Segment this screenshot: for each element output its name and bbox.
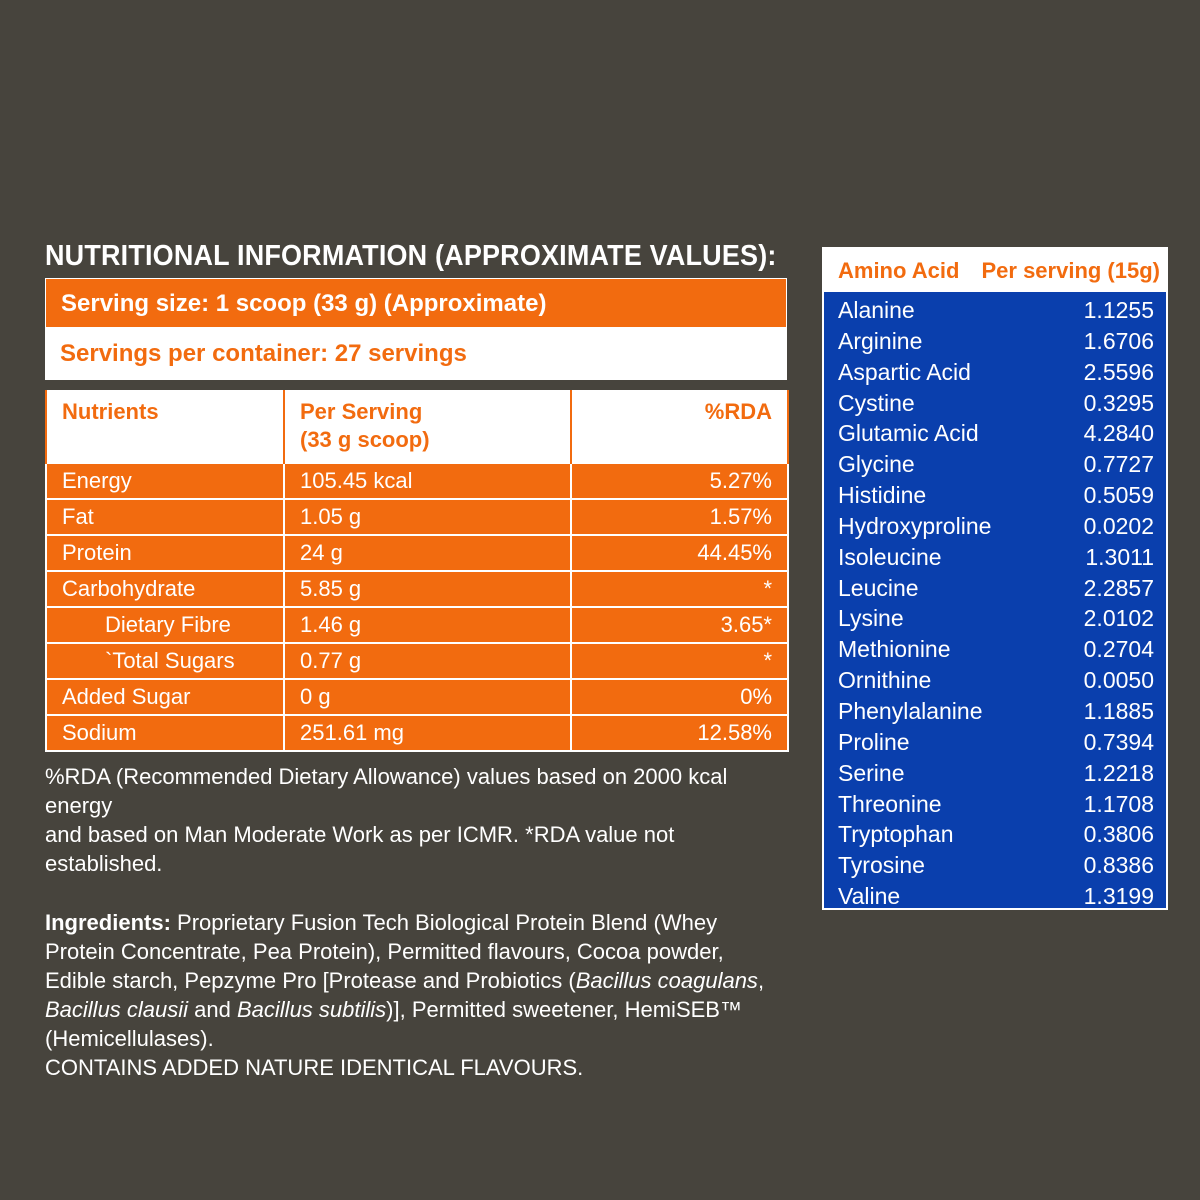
ingredients-text: and bbox=[188, 997, 237, 1022]
rda-note-line1: %RDA (Recommended Dietary Allowance) values based on 2000 kcal energy bbox=[45, 764, 728, 818]
table-row bbox=[46, 679, 788, 715]
amino-name: Tryptophan bbox=[838, 821, 954, 848]
amino-name: Cystine bbox=[838, 389, 915, 416]
header-rda: %RDA bbox=[571, 390, 788, 463]
amino-row bbox=[838, 665, 1154, 696]
amino-row bbox=[838, 850, 1154, 881]
amino-value: 0.7727 bbox=[1083, 451, 1154, 478]
amino-row bbox=[838, 295, 1154, 326]
nutrient-rda: 0% bbox=[571, 679, 788, 715]
nutrition-table-header bbox=[46, 390, 788, 463]
table-row bbox=[46, 643, 788, 679]
amino-row bbox=[838, 480, 1154, 511]
amino-row bbox=[838, 727, 1154, 758]
nutrient-rda: 12.58% bbox=[571, 715, 788, 751]
table-row bbox=[46, 535, 788, 571]
nutrient-value: 251.61 mg bbox=[284, 715, 571, 751]
amino-value: 0.7394 bbox=[1083, 728, 1154, 755]
nutrient-name: Carbohydrate bbox=[46, 571, 284, 607]
amino-row bbox=[838, 789, 1154, 820]
amino-row bbox=[838, 819, 1154, 850]
nutrient-rda: 1.57% bbox=[571, 499, 788, 535]
amino-row bbox=[838, 696, 1154, 727]
amino-value: 0.2704 bbox=[1083, 636, 1154, 663]
amino-row bbox=[838, 326, 1154, 357]
amino-name: Arginine bbox=[838, 327, 923, 354]
amino-value: 0.5059 bbox=[1083, 482, 1154, 509]
amino-row bbox=[838, 603, 1154, 634]
nutrient-value: 0.77 g bbox=[284, 643, 571, 679]
ingredients-flavours-note: CONTAINS ADDED NATURE IDENTICAL FLAVOURS. bbox=[45, 1055, 584, 1080]
amino-acid-panel bbox=[822, 247, 1168, 910]
nutrient-name: Fat bbox=[46, 499, 284, 535]
amino-name: Glutamic Acid bbox=[838, 420, 979, 447]
table-row bbox=[46, 499, 788, 535]
amino-name: Proline bbox=[838, 728, 910, 755]
amino-header-value: Per serving (15g) bbox=[981, 257, 1160, 283]
amino-row bbox=[838, 634, 1154, 665]
serving-size: Serving size: 1 scoop (33 g) (Approximate) bbox=[45, 278, 787, 328]
amino-row bbox=[838, 542, 1154, 573]
amino-name: Aspartic Acid bbox=[838, 358, 971, 385]
header-per-serving bbox=[284, 390, 571, 463]
amino-table-header bbox=[824, 249, 1166, 292]
amino-row bbox=[838, 449, 1154, 480]
amino-header-name: Amino Acid bbox=[838, 257, 960, 283]
rda-note bbox=[45, 762, 787, 878]
table-row bbox=[46, 571, 788, 607]
nutrient-rda: 3.65* bbox=[571, 607, 788, 643]
amino-value: 1.3011 bbox=[1085, 543, 1154, 570]
amino-value: 0.8386 bbox=[1083, 852, 1154, 879]
nutrition-panel bbox=[45, 238, 787, 1082]
nutrition-table bbox=[45, 390, 789, 752]
amino-name: Glycine bbox=[838, 451, 915, 478]
nutrient-name: Protein bbox=[46, 535, 284, 571]
amino-name: Valine bbox=[838, 883, 901, 910]
ingredients bbox=[45, 908, 787, 1082]
table-row bbox=[46, 607, 788, 643]
ingredients-italic: Bacillus clausii bbox=[45, 997, 189, 1022]
nutrient-value: 24 g bbox=[284, 535, 571, 571]
amino-name: Lysine bbox=[838, 605, 904, 632]
amino-row bbox=[838, 511, 1154, 542]
amino-name: Tyrosine bbox=[838, 852, 925, 879]
amino-name: Methionine bbox=[838, 636, 951, 663]
amino-row bbox=[838, 881, 1154, 912]
amino-value: 1.1885 bbox=[1083, 697, 1154, 724]
amino-name: Phenylalanine bbox=[838, 697, 983, 724]
amino-value: 1.1708 bbox=[1083, 790, 1154, 817]
nutrient-value: 1.05 g bbox=[284, 499, 571, 535]
amino-name: Ornithine bbox=[838, 667, 932, 694]
table-row bbox=[46, 463, 788, 499]
table-row bbox=[46, 715, 788, 751]
servings-per-container: Servings per container: 27 servings bbox=[45, 328, 787, 380]
amino-value: 2.2857 bbox=[1083, 574, 1154, 601]
nutrient-rda: 5.27% bbox=[571, 463, 788, 499]
amino-value: 0.0050 bbox=[1083, 667, 1154, 694]
rda-note-line2: and based on Man Moderate Work as per ICMR. *RDA value not established. bbox=[45, 822, 675, 876]
header-per-serving-line1: Per Serving bbox=[300, 399, 423, 424]
ingredients-text: , bbox=[757, 968, 765, 993]
amino-value: 1.1255 bbox=[1083, 297, 1154, 323]
nutrient-value: 1.46 g bbox=[284, 607, 571, 643]
header-nutrients: Nutrients bbox=[46, 390, 284, 463]
amino-row bbox=[838, 388, 1154, 419]
nutrient-rda: * bbox=[571, 643, 788, 679]
nutrient-name: `Total Sugars bbox=[46, 643, 284, 679]
ingredients-text: Proprietary Fusion Tech Biological Protein Blend (Whey Protein Concentrate, Pea Protein), Permitted flavours, Cocoa powder, Edible starch, Pepzyme Pro [Protease and Probiotics ( bbox=[45, 910, 724, 993]
nutrient-name: Sodium bbox=[46, 715, 284, 751]
amino-value: 2.5596 bbox=[1083, 358, 1154, 385]
amino-name: Isoleucine bbox=[838, 543, 942, 570]
nutrient-rda: * bbox=[571, 571, 788, 607]
amino-value: 0.3806 bbox=[1083, 821, 1154, 848]
amino-row bbox=[838, 758, 1154, 789]
ingredients-italic: Bacillus coagulans bbox=[575, 968, 758, 993]
amino-name: Alanine bbox=[838, 297, 915, 323]
nutrient-name: Added Sugar bbox=[46, 679, 284, 715]
nutrient-name: Energy bbox=[46, 463, 284, 499]
amino-value: 1.3199 bbox=[1083, 883, 1154, 910]
nutrient-rda: 44.45% bbox=[571, 535, 788, 571]
amino-name: Histidine bbox=[838, 482, 927, 509]
ingredients-italic: Bacillus subtilis bbox=[237, 997, 387, 1022]
amino-value: 4.2840 bbox=[1083, 420, 1154, 447]
amino-name: Hydroxyproline bbox=[838, 512, 992, 539]
page-title: NUTRITIONAL INFORMATION (APPROXIMATE VALUES): bbox=[45, 240, 777, 272]
amino-value: 1.6706 bbox=[1083, 327, 1154, 354]
amino-name: Serine bbox=[838, 759, 905, 786]
amino-value: 0.0202 bbox=[1083, 512, 1154, 539]
amino-value: 1.2218 bbox=[1083, 759, 1154, 786]
nutrient-value: 5.85 g bbox=[284, 571, 571, 607]
amino-name: Threonine bbox=[838, 790, 942, 817]
amino-row bbox=[838, 418, 1154, 449]
amino-value: 0.3295 bbox=[1083, 389, 1154, 416]
amino-name: Leucine bbox=[838, 574, 919, 601]
amino-value: 2.0102 bbox=[1083, 605, 1154, 632]
header-per-serving-line2: (33 g scoop) bbox=[300, 427, 430, 452]
nutrient-name: Dietary Fibre bbox=[46, 607, 284, 643]
amino-list bbox=[824, 292, 1166, 912]
nutrient-value: 0 g bbox=[284, 679, 571, 715]
ingredients-text: )], Permitted sweetener, HemiSEB™ (Hemicellulases). bbox=[45, 997, 742, 1051]
amino-row bbox=[838, 573, 1154, 604]
amino-row bbox=[838, 357, 1154, 388]
nutrient-value: 105.45 kcal bbox=[284, 463, 571, 499]
ingredients-label: Ingredients: bbox=[45, 910, 171, 935]
